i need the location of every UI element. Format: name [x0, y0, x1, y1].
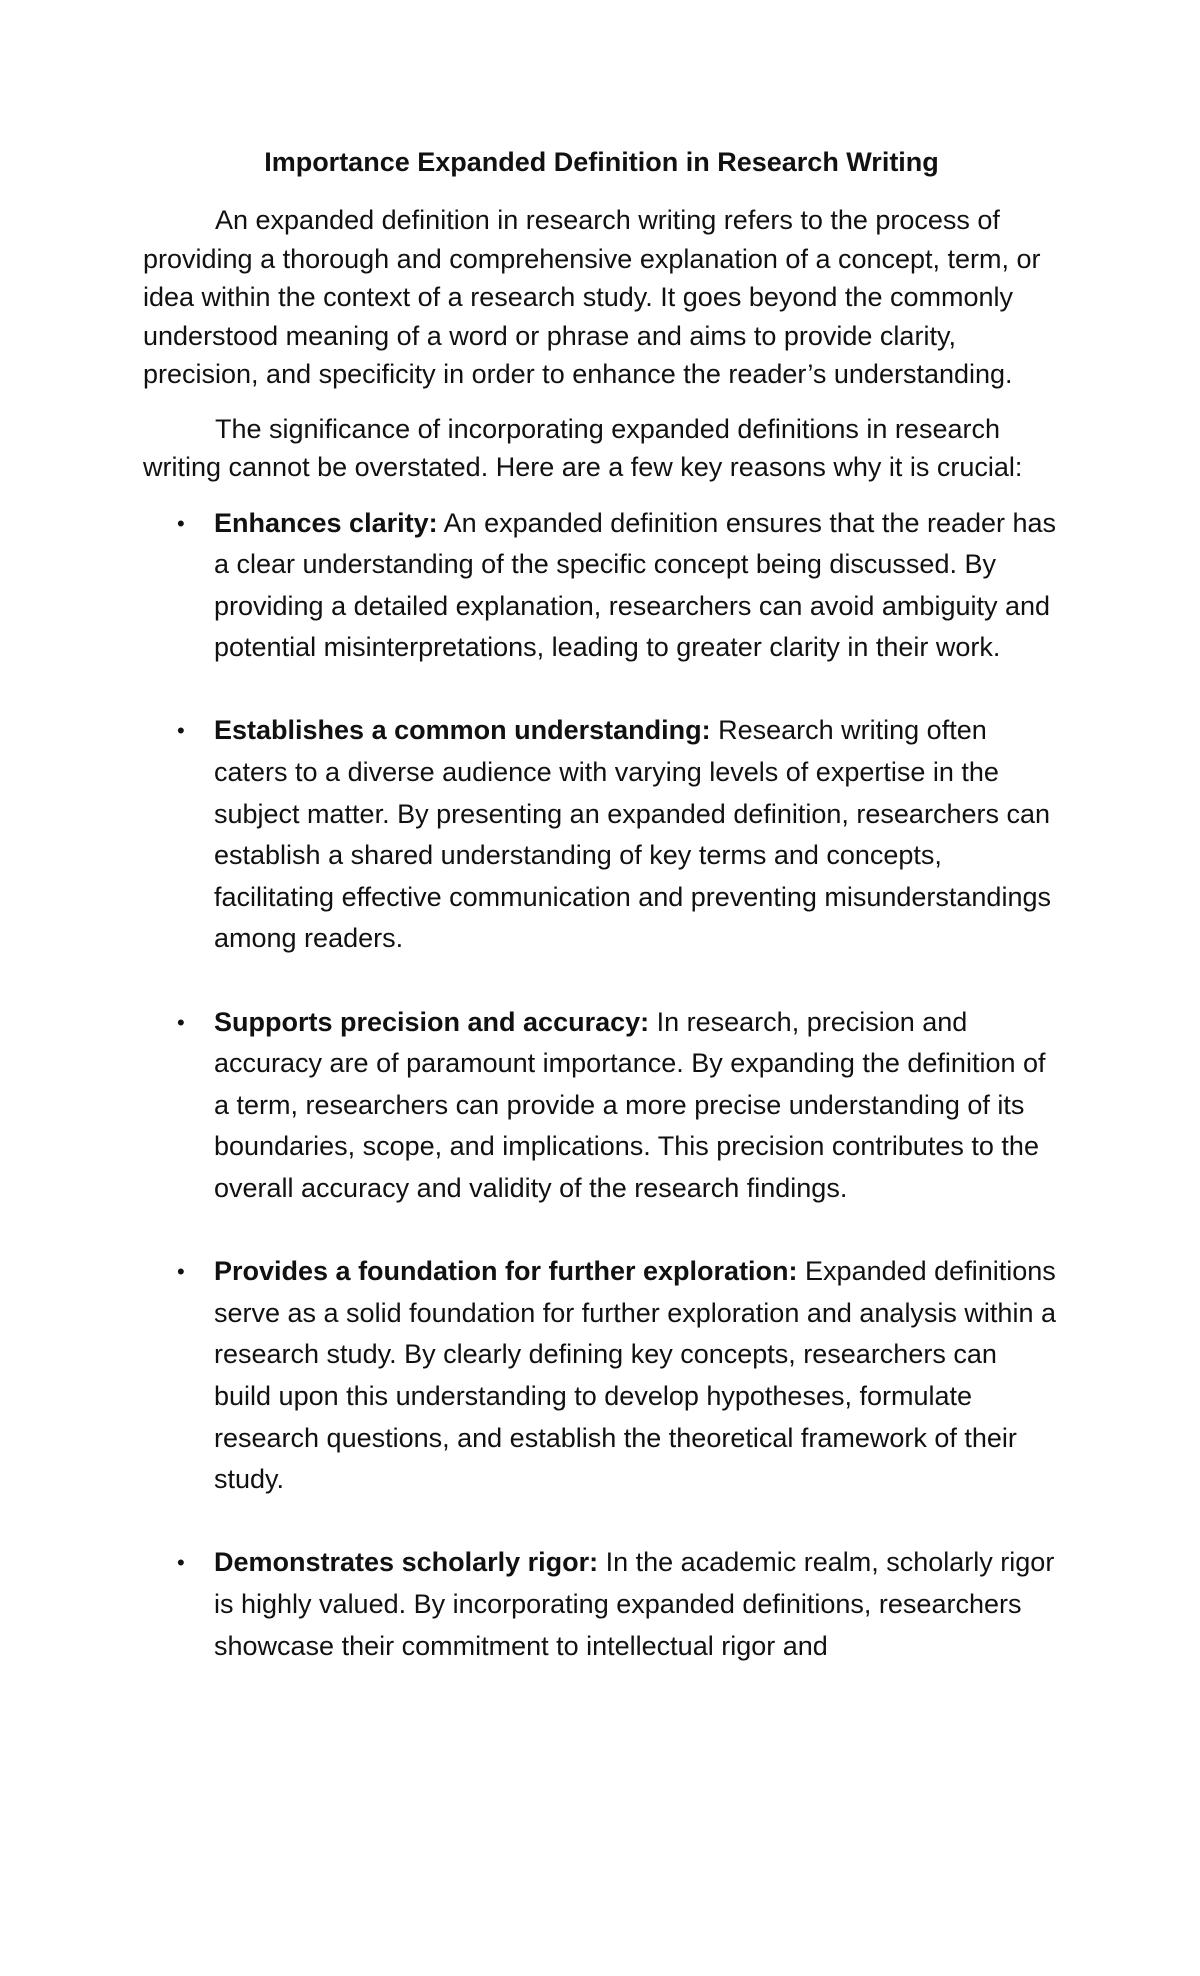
list-item-text: An expanded definition ensures that the reader has a clear understanding of the specific concept being discussed. By providing a detailed explanation, researchers can avoid ambiguity and potential misinterpretations, leading to greater clarity in their work. — [214, 507, 1057, 663]
list-item-text: Expanded definitions serve as a solid foundation for further exploration and analysis within a research study. By clearly defining key concepts, researchers can build upon this understanding to develop hypotheses, formulate research questions, and establish the theoretical framework of their study. — [214, 1256, 1056, 1495]
list-item — [143, 1002, 1060, 1210]
list-item — [143, 710, 1060, 960]
list-item — [143, 1542, 1060, 1667]
bullet-icon: • — [177, 718, 185, 744]
list-item — [143, 1251, 1060, 1501]
list-item-text: In research, precision and accuracy are of paramount importance. By expanding the definition of a term, researchers can provide a more precise understanding of its boundaries, scope, and implications. This precision contributes to the overall accuracy and validity of the research findings. — [214, 1006, 1046, 1203]
reasons-list — [143, 503, 1060, 1668]
bullet-icon: • — [177, 1259, 185, 1285]
significance-paragraph: The significance of incorporating expanded definitions in research writing cannot be overstated. Here are a few key reasons why it is crucial: — [143, 413, 1023, 482]
list-item-heading: Establishes a common understanding: — [214, 715, 711, 746]
bullet-icon: • — [177, 510, 185, 536]
list-item-text: Research writing often caters to a diverse audience with varying levels of expertise in the subject matter. By presenting an expanded definition, researchers can establish a shared understanding of key terms and concepts, facilitating effective communication and preventing misunderstandings among readers. — [214, 715, 1051, 954]
bullet-icon: • — [177, 1009, 185, 1035]
list-item-heading: Demonstrates scholarly rigor: — [214, 1547, 599, 1578]
list-item-heading: Provides a foundation for further exploration: — [214, 1256, 798, 1287]
list-item-heading: Supports precision and accuracy: — [214, 1006, 650, 1037]
list-item-heading: Enhances clarity: — [214, 507, 438, 538]
intro-paragraph: An expanded definition in research writing refers to the process of providing a thorough and comprehensive explanation of a concept, term, or idea within the context of a research study. It goes beyond the commonly understood meaning of a word or phrase and aims to provide clarity, precision, and specificity in order to enhance the reader’s understanding. — [143, 205, 1041, 389]
document-title: Importance Expanded Definition in Research Writing — [264, 147, 939, 177]
list-item — [143, 503, 1060, 669]
bullet-icon: • — [177, 1550, 185, 1576]
list-item-text: In the academic realm, scholarly rigor is highly valued. By incorporating expanded definitions, researchers showcase their commitment to intellectual rigor and — [214, 1547, 1055, 1661]
